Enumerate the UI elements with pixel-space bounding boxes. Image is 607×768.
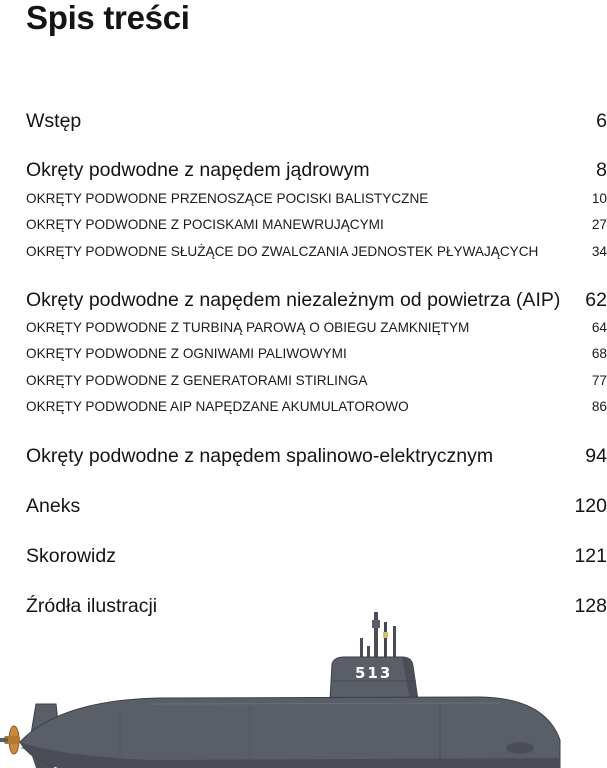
toc-entry[interactable] [26,108,607,134]
toc-subentry-page: 86 [591,399,607,414]
toc-entry-page: 6 [596,110,607,132]
toc-subentry[interactable] [26,242,607,262]
toc-subentry-title: OKRĘTY PODWODNE Z TURBINĄ PAROWĄ O OBIEGU ZAMKNIĘTYM [26,320,470,335]
toc-subentry[interactable] [26,344,607,364]
toc-entry-title: Wstęp [26,110,82,132]
toc-subentry-page: 64 [591,320,607,335]
toc-subentry[interactable] [26,397,607,417]
toc-subentry[interactable] [26,371,607,391]
toc-entry-title: Skorowidz [26,545,116,567]
toc-entry-page: 8 [596,159,607,181]
toc-subentry-page: 27 [591,217,607,232]
toc-subentry-title: OKRĘTY PODWODNE Z OGNIWAMI PALIWOWYMI [26,346,347,361]
toc-entry[interactable] [26,493,607,519]
toc-subentry[interactable] [26,318,607,338]
toc-subentry-page: 77 [591,373,607,388]
submarine-bow-dome [506,742,534,754]
hull-number: 513 [355,664,393,682]
toc-entry-title: Okręty podwodne z napędem spalinowo-elektrycznym [26,445,494,467]
toc-entry-title: Źródła ilustracji [26,595,158,617]
toc-entry-title: Okręty podwodne z napędem jądrowym [26,159,370,181]
propeller-icon [0,726,20,754]
toc-entry-page: 62 [585,289,607,311]
toc-entry[interactable] [26,287,607,313]
toc-entry-title: Aneks [26,495,81,517]
toc-entry-title: Okręty podwodne z napędem niezależnym od powietrza (AIP) [26,289,561,311]
submarine-illustration [0,612,607,768]
toc-subentry[interactable] [26,189,607,209]
submarine-masts [360,612,396,660]
toc-subentry-title: OKRĘTY PODWODNE Z POCISKAMI MANEWRUJĄCYMI [26,217,384,232]
toc-entry[interactable] [26,157,607,183]
toc-entry-page: 128 [574,595,607,617]
toc-subentry-page: 68 [591,346,607,361]
toc-subentry-page: 34 [591,244,607,259]
toc-subentry-page: 10 [591,191,607,206]
toc-subentry-title: OKRĘTY PODWODNE SŁUŻĄCE DO ZWALCZANIA JEDNOSTEK PŁYWAJĄCYCH [26,244,539,259]
toc-subentry-title: OKRĘTY PODWODNE AIP NAPĘDZANE AKUMULATOROWO [26,399,409,414]
toc-entry[interactable] [26,443,607,469]
toc-subentry-title: OKRĘTY PODWODNE Z GENERATORAMI STIRLINGA [26,373,368,388]
toc-entry[interactable] [26,543,607,569]
toc-entry-page: 120 [574,495,607,517]
toc-entry-page: 121 [574,545,607,567]
toc-entry-page: 94 [585,445,607,467]
page-title: Spis treści [26,0,190,36]
toc-subentry[interactable] [26,215,607,235]
toc-subentry-title: OKRĘTY PODWODNE PRZENOSZĄCE POCISKI BALISTYCZNE [26,191,429,206]
